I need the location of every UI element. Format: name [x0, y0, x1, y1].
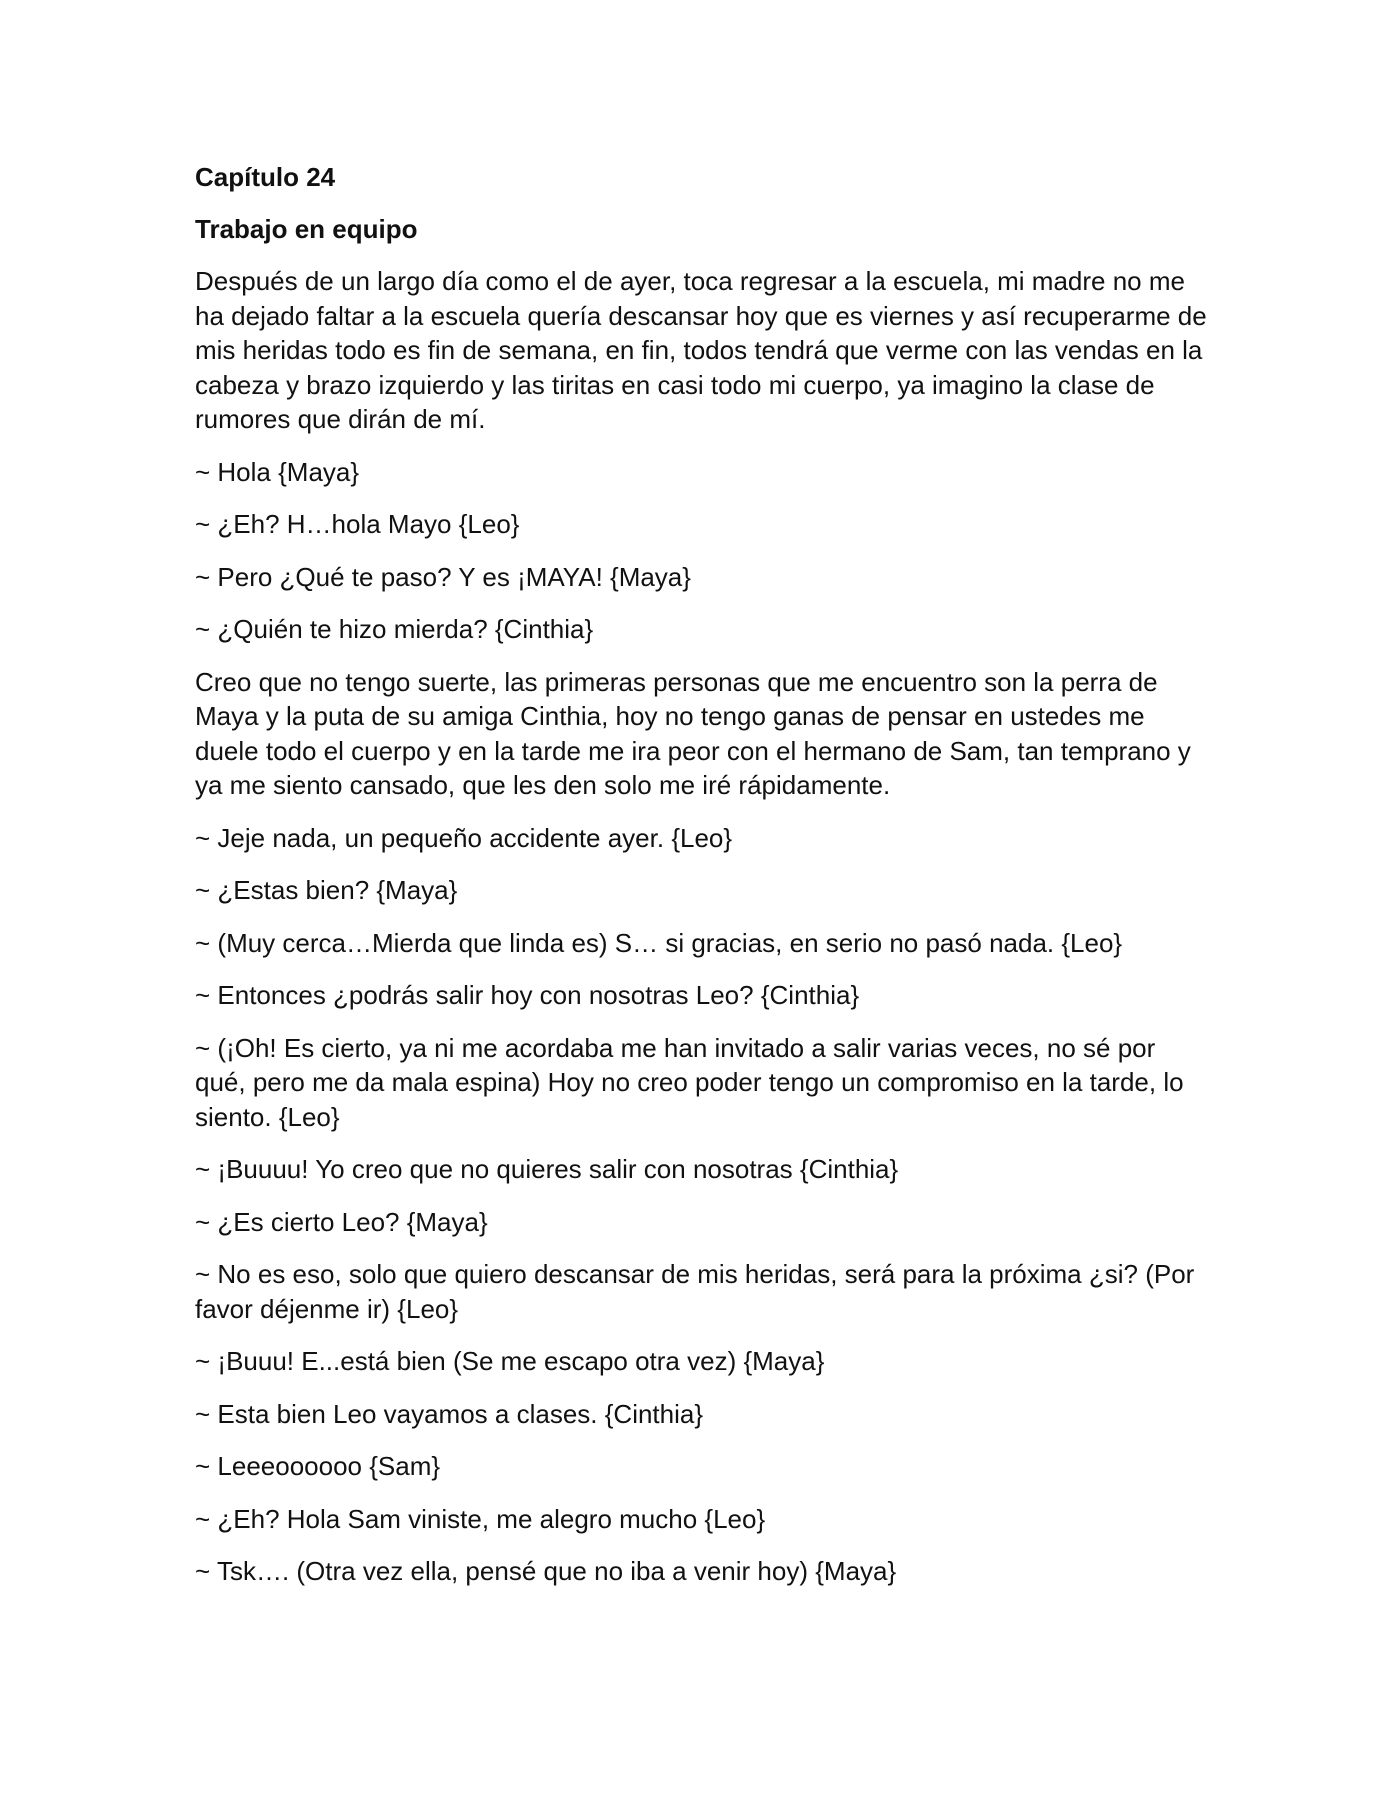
dialogue-line: ~ ¿Estas bien? {Maya}	[195, 875, 458, 905]
dialogue-line: ~ ¿Eh? Hola Sam viniste, me alegro mucho {Leo}	[195, 1503, 766, 1534]
chapter-number: Capítulo 24	[195, 162, 336, 192]
dialogue-line: ~ Hola {Maya}	[195, 456, 360, 487]
dialogue-line: ~ Tsk…. (Otra vez ella, pensé que no iba a venir hoy) {Maya}	[195, 1556, 897, 1586]
dialogue-line: ~ ¿Quién te hizo mierda? {Cinthia}	[195, 614, 594, 644]
dialogue-line: ~ (Muy cerca…Mierda que linda es) S… si gracias, en serio no pasó nada. {Leo}	[195, 927, 1123, 958]
dialogue-line: ~ Pero ¿Qué te paso? Y es ¡MAYA! {Maya}	[195, 561, 691, 592]
dialogue-line: ~ Entonces ¿podrás salir hoy con nosotras Leo? {Cinthia}	[195, 980, 860, 1010]
dialogue-line: ~ (¡Oh! Es cierto, ya ni me acordaba me han invitado a salir varias veces, no sé por qué, pero me da mala espina) Hoy no creo poder tengo un compromiso en la tarde, lo siento. {Leo}	[195, 1032, 1184, 1132]
dialogue-line: ~ Jeje nada, un pequeño accidente ayer. {Leo}	[195, 822, 733, 853]
dialogue-line: ~ ¿Es cierto Leo? {Maya}	[195, 1206, 488, 1237]
paragraph-narration: Creo que no tengo suerte, las primeras personas que me encuentro son la perra de Maya y la puta de su amiga Cinthia, hoy no tengo ganas de pensar en ustedes me duele todo el cuerpo y en la tarde me ira peor con el hermano de Sam, tan temprano y ya me siento cansado, que les den solo me iré rápidamente.	[195, 666, 1191, 800]
body-text	[195, 264, 1210, 1589]
chapter-title: Trabajo en equipo	[195, 214, 418, 244]
dialogue-line: ~ No es eso, solo que quiero descansar de mis heridas, será para la próxima ¿si? (Por favor déjenme ir) {Leo}	[195, 1259, 1195, 1324]
dialogue-line: ~ Esta bien Leo vayamos a clases. {Cinthia}	[195, 1398, 704, 1429]
dialogue-line: ~ ¡Buuu! E...está bien (Se me escapo otra vez) {Maya}	[195, 1346, 825, 1376]
dialogue-line: ~ ¿Eh? H…hola Mayo {Leo}	[195, 509, 520, 539]
dialogue-line: ~ ¡Buuuu! Yo creo que no quieres salir con nosotras {Cinthia}	[195, 1154, 899, 1184]
dialogue-line: ~ Leeeoooooo {Sam}	[195, 1451, 441, 1481]
paragraph-intro: Después de un largo día como el de ayer, toca regresar a la escuela, mi madre no me ha dejado faltar a la escuela quería descansar hoy que es viernes y así recuperarme de mis heridas todo es fin de semana, en fin, todos tendrá que verme con las vendas en la cabeza y brazo izquierdo y las tiritas en casi todo mi cuerpo, ya imagino la clase de rumores que dirán de mí.	[195, 266, 1207, 434]
document-page	[195, 160, 1210, 1607]
